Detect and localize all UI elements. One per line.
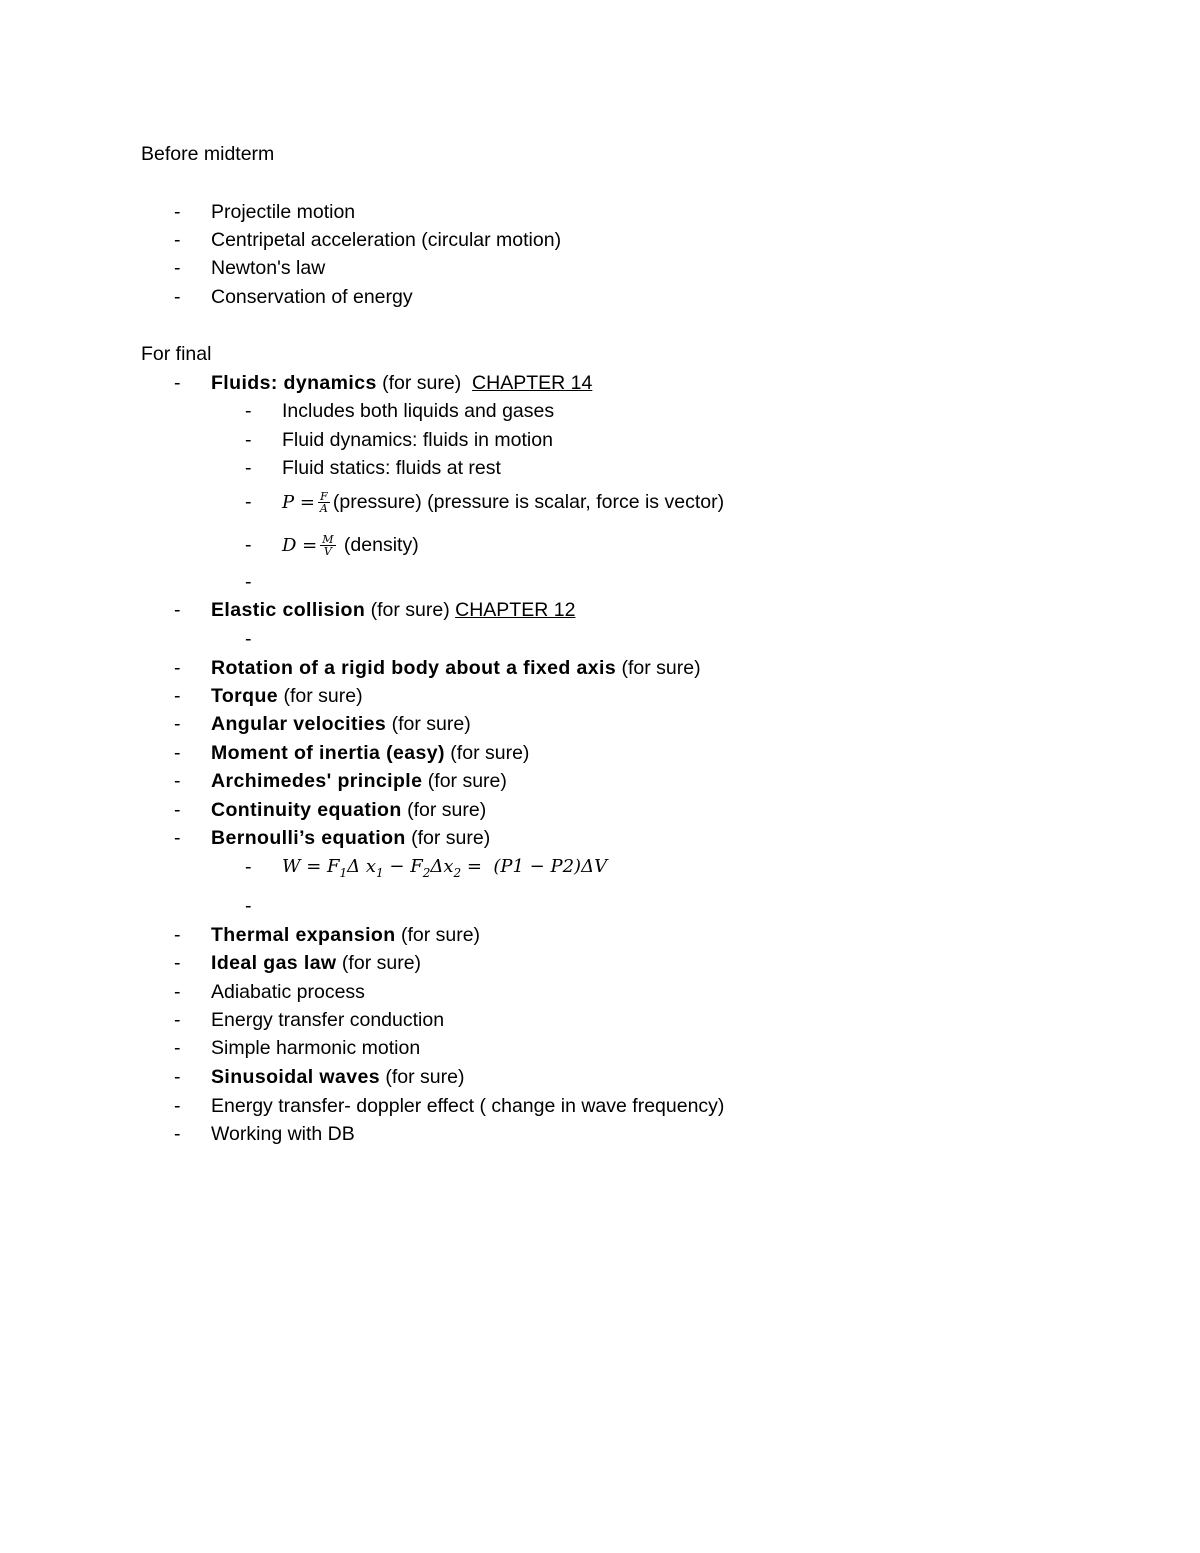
chapter-12-link: CHAPTER 12 [455,599,576,621]
heading-before-midterm: Before midterm [141,143,275,165]
heading-for-final: For final [141,343,212,365]
chapter-14-link: CHAPTER 14 [472,372,593,394]
